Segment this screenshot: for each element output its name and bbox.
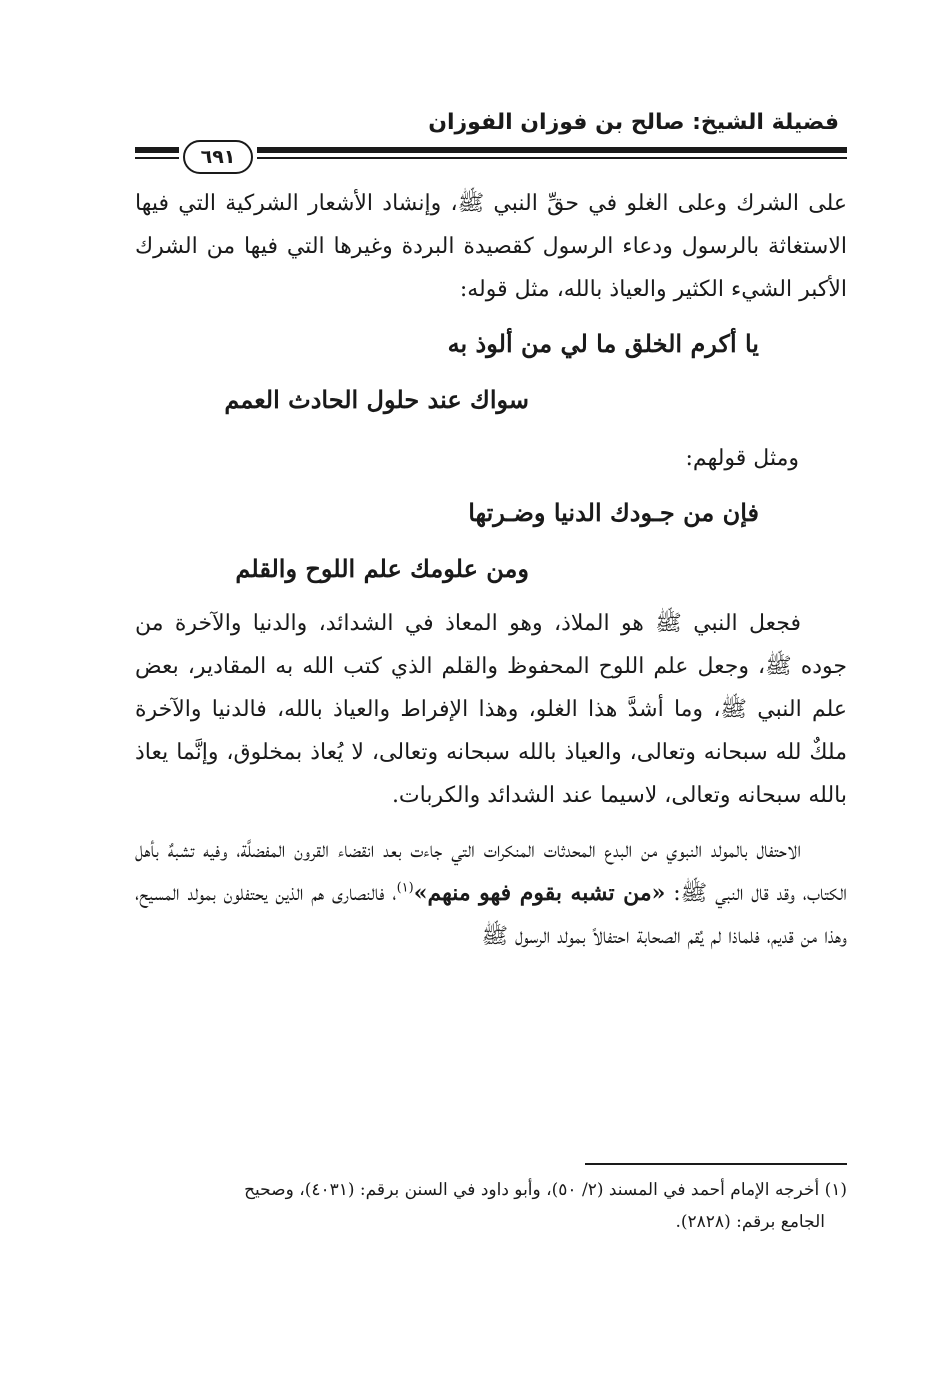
paragraph-1: على الشرك وعلى الغلو في حقِّ النبي ﷺ، وإنشاد الأشعار الشركية التي فيها الاستغاثة بالرسول ودعاء الرسول كقصيدة البردة وغيرها التي فيها من الشرك الأكبر الشيء الكثير والعياذ بالله، مثل قوله: — [135, 191, 847, 302]
header-rule-right — [257, 147, 847, 153]
header-rule-right-thin — [257, 157, 847, 159]
header-rule-left — [135, 147, 179, 153]
verse-1-second-hemistich: سواك عند حلول الحادث العمم — [224, 385, 529, 414]
verse-2-first-hemistich: فإن من جـودك الدنيا وضـرتها — [468, 498, 759, 527]
footnote-separator — [585, 1163, 847, 1165]
footnote-marker: (١) — [396, 880, 414, 896]
footnotes — [135, 1174, 847, 1238]
page-number: ٦٩١ — [183, 140, 253, 174]
main-text — [135, 182, 847, 958]
running-title: فضيلة الشيخ: صالح بن فوزان الفوزان — [428, 110, 839, 135]
paragraph-3-start: الاحتفال بالمولد النبوي من البدع المحدثات المنكرات التي جاءت بعد انقضاء القرون المفضلَّة، وفيه تشبهٌ بأهل الكتاب، وقد قال النبي ﷺ: — [135, 838, 847, 906]
verse-2-intro: ومثل قولهم: — [685, 446, 799, 471]
paragraph-3 — [135, 829, 847, 958]
paragraph-2: فجعل النبي ﷺ هو الملاذ، وهو المعاذ في الشدائد، والدنيا والآخرة من جوده ﷺ، وجعل علم اللوح المحفوظ والقلم الذي كتب الله به المقادير، بعض علم النبي ﷺ، وما أشدَّ هذا الغلو، وهذا الإفراط والعياذ بالله، فالدنيا والآخرة ملكٌ لله سبحانه وتعالى، والعياذ بالله سبحانه وتعالى، لا يُعاذ بمخلوق، وإنَّما يعاذ بالله سبحانه وتعالى، لاسيما عند الشدائد والكربات. — [135, 611, 847, 808]
hadith-quote: «من تشبه بقوم فهو منهم» — [413, 880, 666, 906]
footnote-1-line-1: (١) أخرجه الإمام أحمد في المسند (٢/ ٥٠)، وأبو داود في السنن برقم: (٤٠٣١)، وصحيح — [244, 1180, 847, 1200]
footnote-1-line-2: الجامع برقم: (٢٨٢٨). — [675, 1212, 825, 1232]
paragraph-3-end: ، فالنصارى هم الذين يحتفلون بمولد المسيح، وهذا من قديم، فلماذا لم يُقم الصحابة احتفالاً بمولد الرسول ﷺ — [135, 881, 847, 949]
verse-2-second-hemistich: ومن علومك علم اللوح والقلم — [235, 554, 529, 583]
header-rule-left-thin — [135, 157, 179, 159]
verse-1-first-hemistich: يا أكرم الخلق ما لي من ألوذ به — [447, 329, 759, 358]
